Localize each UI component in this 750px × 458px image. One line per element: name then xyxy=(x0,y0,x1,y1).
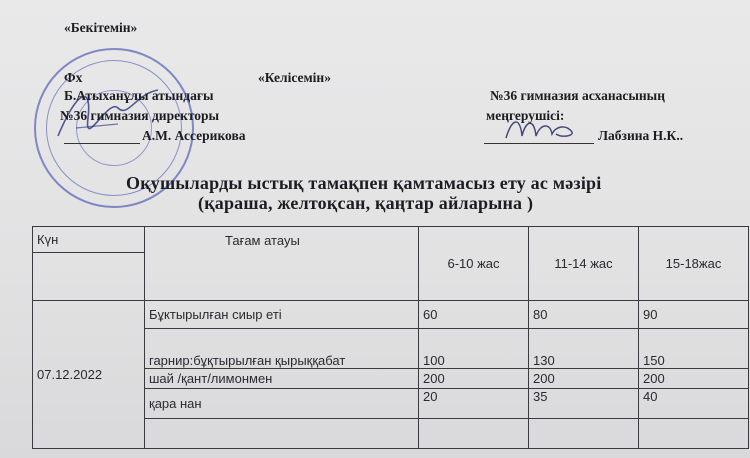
canteen-title: №36 гимназия асханасының xyxy=(490,88,665,103)
fio-label: Фх xyxy=(64,70,83,85)
value-cell: 100 xyxy=(419,329,529,369)
value-cell: 200 xyxy=(639,369,749,389)
dish-cell: шай /қант/лимонмен xyxy=(145,369,419,389)
menu-table xyxy=(32,226,749,449)
date-cell: 07.12.2022 xyxy=(33,301,145,449)
agreed-heading: «Келісемін» xyxy=(258,70,331,85)
header-age-6-10: 6-10 жас xyxy=(419,227,529,301)
value-cell: 60 xyxy=(419,301,529,329)
manager-name: Лабзина Н.К.. xyxy=(598,128,684,143)
dish-cell: қара нан xyxy=(145,389,419,419)
header-age-11-14: 11-14 жас xyxy=(529,227,639,301)
value-cell: 150 xyxy=(639,329,749,369)
school-name: Б.Атыханұлы атындағы xyxy=(64,88,214,103)
value-cell: 40 xyxy=(639,389,749,419)
value-cell: 35 xyxy=(529,389,639,419)
header-day-blank xyxy=(33,253,145,301)
director-name: А.М. Ассерикова xyxy=(142,128,246,143)
manager-title: меңгерушісі: xyxy=(486,108,565,123)
value-cell: 130 xyxy=(529,329,639,369)
header-day: Күн xyxy=(33,227,145,253)
header-dish: Тағам атауы xyxy=(145,227,419,301)
menu-title: Оқушыларды ыстық тамақпен қамтамасыз ету ас мәзірі xyxy=(126,173,602,193)
director-title: №36 гимназия директоры xyxy=(60,108,220,123)
value-cell: 200 xyxy=(529,369,639,389)
manager-signer xyxy=(484,128,683,144)
table-row xyxy=(33,301,749,329)
header-age-15-18: 15-18жас xyxy=(639,227,749,301)
value-cell: 90 xyxy=(639,301,749,329)
value-cell: 20 xyxy=(419,389,529,419)
dish-cell: гарнир:бұқтырылған қырыққабат xyxy=(145,329,419,369)
value-cell: 200 xyxy=(419,369,529,389)
director-signer xyxy=(64,128,246,144)
value-cell: 80 xyxy=(529,301,639,329)
approved-heading: «Бекітемін» xyxy=(64,20,138,35)
menu-subtitle: (қараша, желтоқсан, қаңтар айларына ) xyxy=(198,193,534,213)
dish-cell: Бұктырылған сиыр еті xyxy=(145,301,419,329)
table-header-row xyxy=(33,227,749,253)
